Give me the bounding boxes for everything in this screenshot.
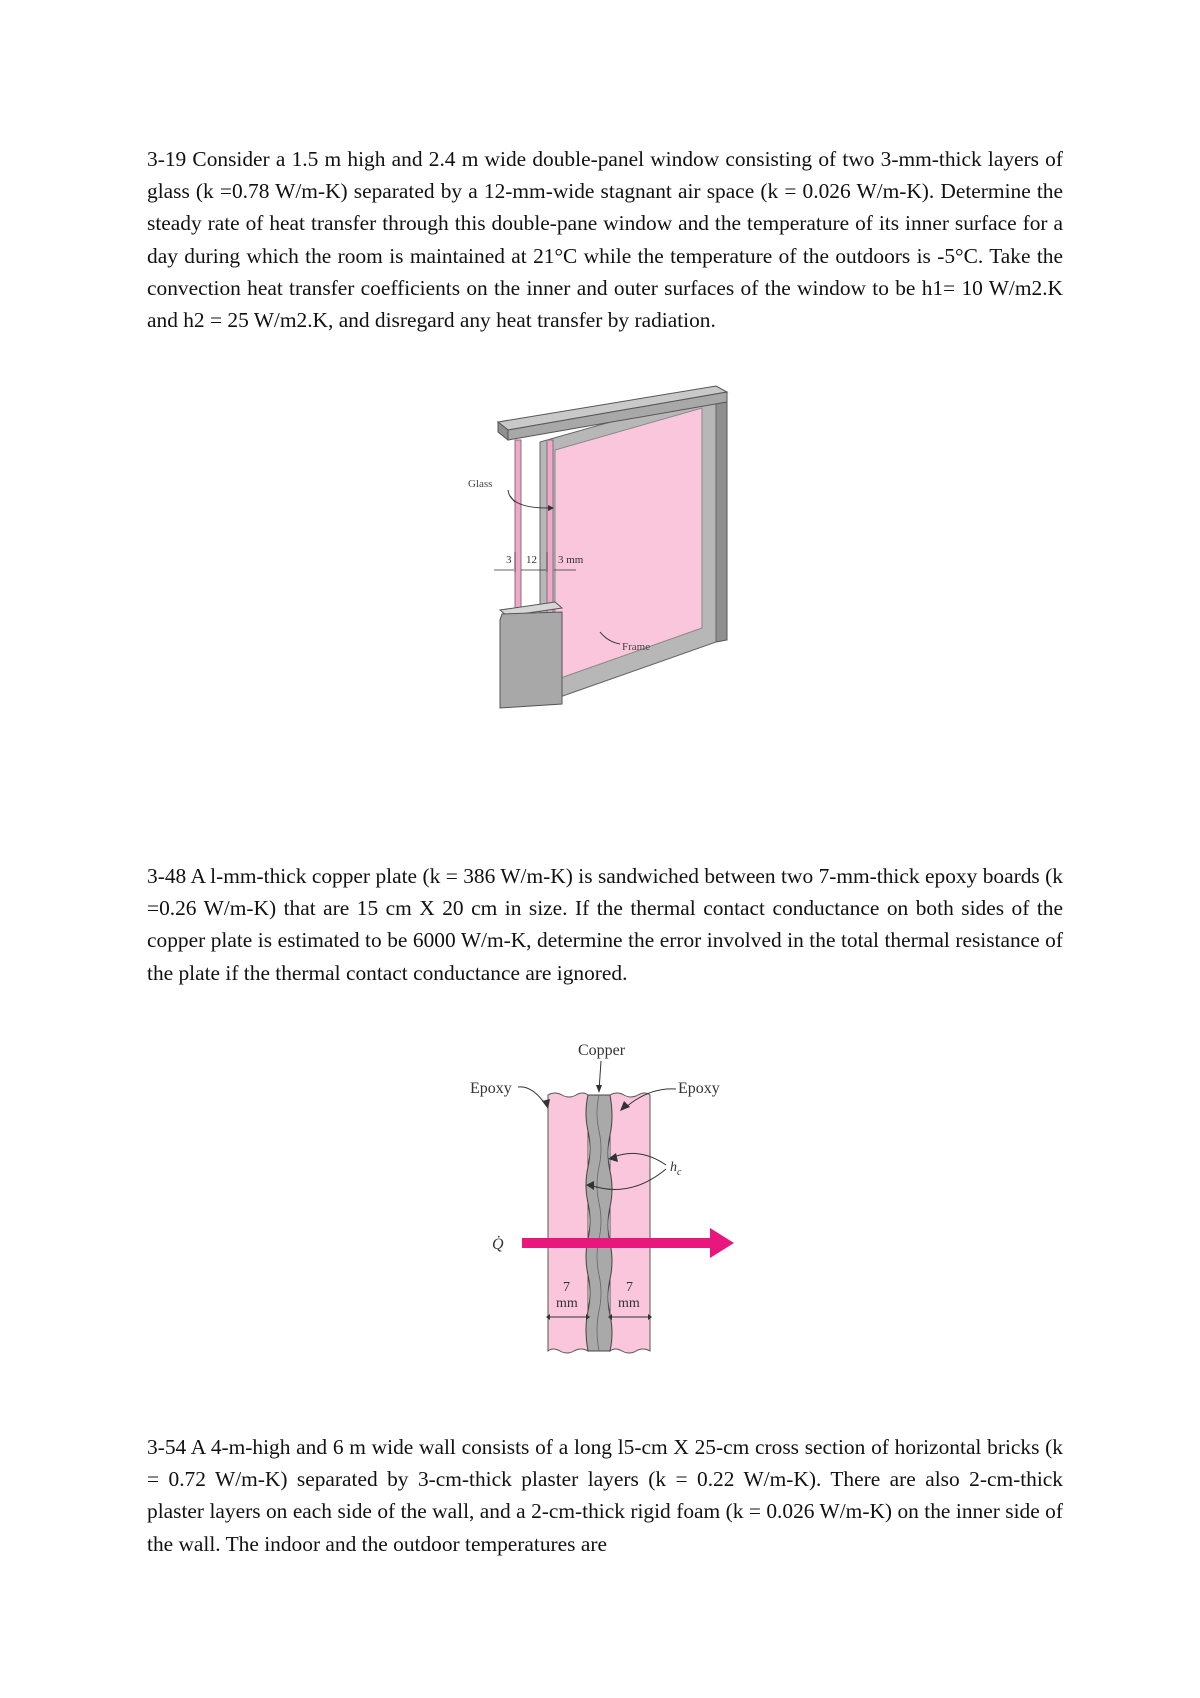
heat-flow-arrow-head	[710, 1228, 734, 1258]
frame-label: Frame	[622, 641, 651, 653]
frame-right-side	[716, 392, 727, 642]
epoxy-right-label: Epoxy	[678, 1080, 720, 1097]
double-pane-window-figure	[468, 380, 760, 740]
glass-leader-arrow-2	[510, 496, 515, 502]
epoxy-right-board	[610, 1093, 650, 1353]
heat-rate-symbol: Q̇	[492, 1236, 504, 1253]
glass-label: Glass	[468, 478, 493, 490]
problem-3-48-text: 3-48 A l-mm-thick copper plate (k = 386 W/m-K) is sandwiched between two 7-mm-thick epoxy boards (k =0.26 W/m-K) that are 15 cm X 20 cm in size. If the thermal contact conductance on both sides of the copper plate is estimated to be 6000 W/m-K, determine the error involved in the total thermal resistance of the plate if the thermal contact conductance are ignored.	[147, 864, 1063, 985]
copper-epoxy-figure	[470, 1035, 750, 1360]
hc-symbol: $h_c$	[670, 1160, 682, 1178]
dim-12-label: 12	[526, 554, 537, 566]
dim-right-value: 7	[626, 1280, 633, 1295]
dim-left-unit: mm	[556, 1296, 578, 1311]
copper-label: Copper	[578, 1042, 626, 1059]
epoxy-left-label: Epoxy	[470, 1080, 512, 1097]
copper-arrow-head	[596, 1085, 602, 1093]
epoxy-left-leader	[518, 1087, 546, 1105]
frame-bottom-block	[500, 612, 562, 708]
dim-3-label: 3	[506, 554, 512, 566]
problem-3-19-text: 3-19 Consider a 1.5 m high and 2.4 m wide double-panel window consisting of two 3-mm-thick layers of glass (k =0.78 W/m-K) separated by a 12-mm-wide stagnant air space (k = 0.026 W/m-K). Determine the steady rate of heat transfer through this double-pane window and the temperature of its inner surface for a day during which the room is maintained at 21°C while the temperature of the outdoors is -5°C. Take the convection heat transfer coefficients on the inner and outer surfaces of the window to be h1= 10 W/m2.K and h2 = 25 W/m2.K, and disregard any heat transfer by radiation.	[147, 147, 1063, 333]
dim-left-value: 7	[563, 1280, 570, 1295]
dim-3mm-label: 3 mm	[558, 554, 584, 566]
epoxy-left-board	[548, 1093, 588, 1353]
heat-flow-arrow-shaft	[522, 1238, 712, 1248]
problem-3-54-text: 3-54 A 4-m-high and 6 m wide wall consists of a long l5-cm X 25-cm cross section of horizontal bricks (k = 0.72 W/m-K) separated by 3-cm-thick plaster layers (k = 0.22 W/m-K). There are also 2-cm-thick plaster layers on each side of the wall, and a 2-cm-thick rigid foam (k = 0.026 W/m-K) on the inner side of the wall. The indoor and the outdoor temperatures are	[147, 1435, 1063, 1556]
dim-right-unit: mm	[618, 1296, 640, 1311]
